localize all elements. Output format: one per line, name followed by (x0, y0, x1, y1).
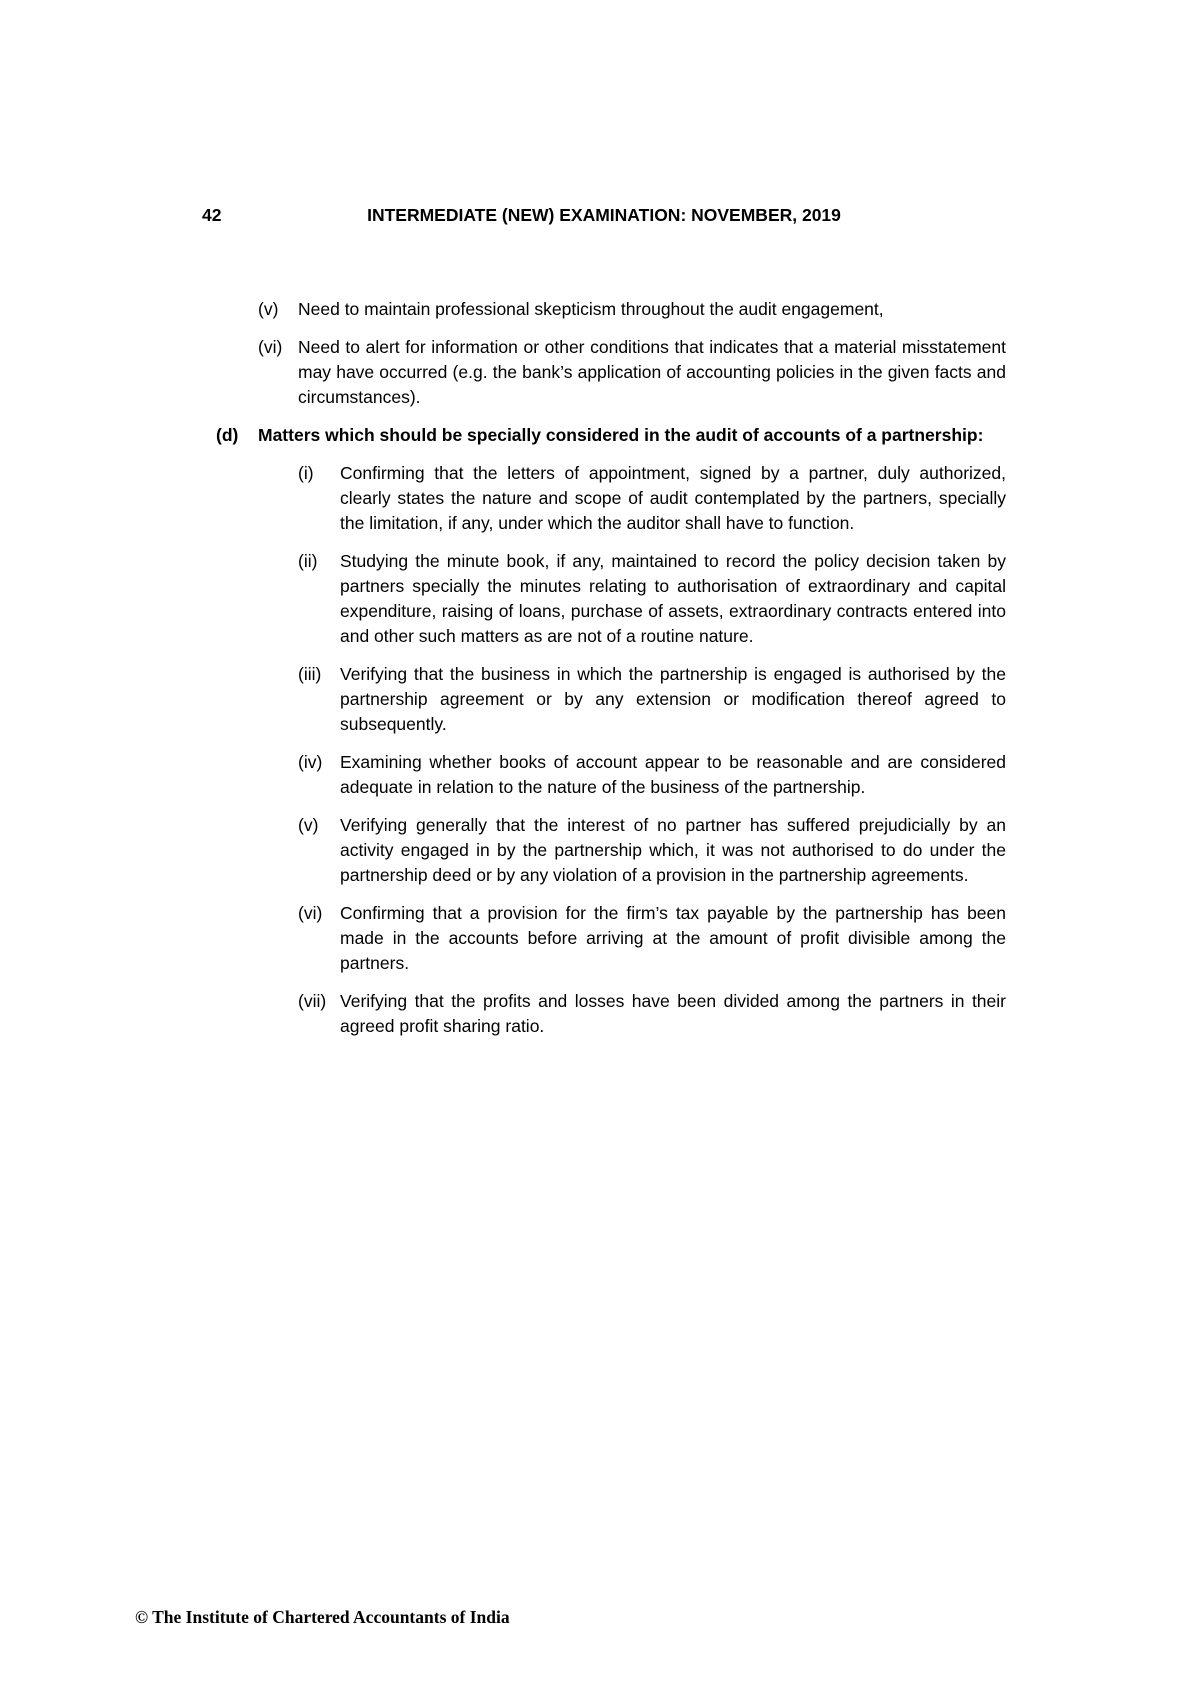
list-item (216, 297, 1006, 322)
list-item (216, 461, 1006, 536)
list-item (216, 901, 1006, 976)
item-text: Examining whether books of account appear to be reasonable and are considered adequate in relation to the nature of the business of the partnership. (340, 752, 1006, 797)
item-marker: (iii) (298, 664, 322, 684)
item-marker: (v) (258, 299, 279, 319)
list-item (216, 549, 1006, 649)
list-item (216, 335, 1006, 410)
intro-list (216, 297, 1006, 410)
page-header (202, 203, 1006, 228)
page-title: INTERMEDIATE (NEW) EXAMINATION: NOVEMBER, 2019 (367, 205, 841, 225)
section-heading-text: Matters which should be specially considered in the audit of accounts of a partnership: (258, 425, 984, 445)
item-marker: (vii) (298, 991, 327, 1011)
item-text: Verifying generally that the interest of no partner has suffered prejudicially by an activity engaged in by the partnership which, it was not authorised to do under the partnership deed or by any violation of a provision in the partnership agreements. (340, 815, 1006, 885)
item-text: Studying the minute book, if any, maintained to record the policy decision taken by partners specially the minutes relating to authorisation of extraordinary and capital expenditure, raising of loans, purchase of assets, extraordinary contracts entered into and other such matters as are not of a routine nature. (340, 551, 1006, 646)
item-marker: (i) (298, 463, 314, 483)
page-number: 42 (202, 205, 222, 225)
document-body (216, 297, 1006, 1052)
item-text: Confirming that a provision for the firm’s tax payable by the partnership has been made in the accounts before arriving at the amount of profit divisible among the partners. (340, 903, 1006, 973)
item-marker: (iv) (298, 752, 323, 772)
section-marker: (d) (216, 425, 239, 445)
list-item (216, 662, 1006, 737)
item-text: Need to alert for information or other conditions that indicates that a material misstatement may have occurred (e.g. the bank’s application of accounting policies in the given facts and circumstances). (298, 337, 1006, 407)
section-d-list (216, 461, 1006, 1039)
item-text: Verifying that the profits and losses have been divided among the partners in their agreed profit sharing ratio. (340, 991, 1006, 1036)
section-d-heading (216, 423, 1006, 448)
item-marker: (vi) (258, 337, 283, 357)
list-item (216, 813, 1006, 888)
item-marker: (v) (298, 815, 319, 835)
item-text: Verifying that the business in which the partnership is engaged is authorised by the partnership agreement or by any extension or modification thereof agreed to subsequently. (340, 664, 1006, 734)
item-text: Confirming that the letters of appointment, signed by a partner, duly authorized, clearly states the nature and scope of audit contemplated by the partners, specially the limitation, if any, under which the auditor shall have to function. (340, 463, 1006, 533)
list-item (216, 989, 1006, 1039)
item-marker: (vi) (298, 903, 323, 923)
item-marker: (ii) (298, 551, 318, 571)
item-text: Need to maintain professional skepticism throughout the audit engagement, (298, 299, 884, 319)
copyright-footer: © The Institute of Chartered Accountants of India (135, 1607, 510, 1627)
list-item (216, 750, 1006, 800)
